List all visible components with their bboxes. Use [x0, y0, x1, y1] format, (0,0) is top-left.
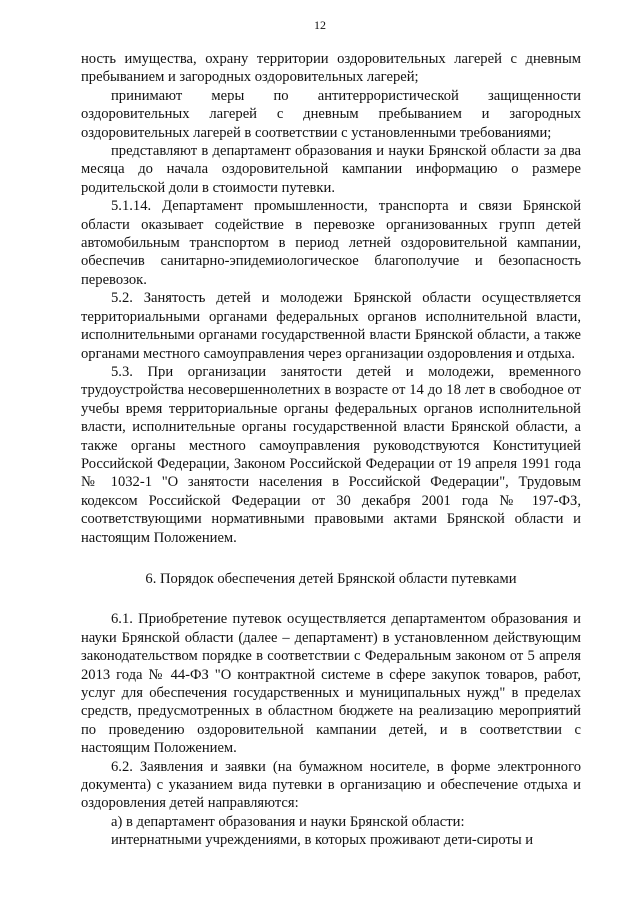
paragraph: представляют в департамент образования и науки Брянской области за два месяца до начала оздоровительной кампании информацию о размере родительской доли в стоимости путевки.: [81, 143, 581, 196]
paragraph: 6.2. Заявления и заявки (на бумажном носителе, в форме электронного документа) с указанием вида путевки в организацию и обеспечение отдыха и оздоровления детей направляются:: [81, 758, 581, 812]
paragraph: 5.2. Занятость детей и молодежи Брянской области осуществляется территориальными органами федеральных органов исполнительной власти, исполнительными органами государственной власти Брянской области, а также органами местного самоуправления через организации оздоровления и отдыха.: [81, 290, 581, 362]
paragraph: интернатными учреждениями, в которых проживают дети-сироты и: [111, 832, 534, 849]
paragraph: 6.1. Приобретение путевок осуществляется департаментом образования и науки Брянской области (далее – департамент) в установленном действующим законодательством порядке в соответствии с Федеральным законом от 5 апреля 2013 года № 44-ФЗ "О контрактной системе в сфере закупок товаров, работ, услуг для обеспечения государственных и муниципальных нужд" в пределах средств, предусмотренных в областном бюджете на реализацию мероприятий по проведению оздоровительной кампании детей, и в соответствии с настоящим Положением.: [81, 611, 581, 757]
section-heading: 6. Порядок обеспечения детей Брянской области путевками: [145, 570, 517, 587]
paragraph: а) в департамент образования и науки Брянской области:: [111, 813, 465, 830]
paragraph: 5.1.14. Департамент промышленности, транспорта и связи Брянской области оказывает содействие в перевозке организованных групп детей автомобильным транспортом в период летней оздоровительной кампании, обеспечив санитарно-эпидемиологическое благополучие и безопасность перевозок.: [81, 198, 581, 288]
page-number: 12: [314, 18, 326, 32]
document-body: [81, 50, 581, 850]
paragraph: принимают меры по антитеррористической защищенности оздоровительных лагерей с дневным пребыванием и загородных оздоровительных лагерей в соответствии с установленными требованиями;: [81, 87, 581, 141]
paragraph: 5.3. При организации занятости детей и молодежи, временного трудоустройства несовершеннолетних в возрасте от 14 до 18 лет в свободное от учебы время территориальные органы федеральных органов исполнительной власти, исполнительные органы государственной власти Брянской области, а также органы местного самоуправления руководствуются Конституцией Российской Федерации, Законом Российской Федерации от 19 апреля 1991 года № 1032-1 "О занятости населения в Российской Федерации", Трудовым кодексом Российской Федерации от 30 декабря 2001 года № 197-ФЗ, соответствующими нормативными правовыми актами Брянской области и настоящим Положением.: [81, 363, 581, 546]
paragraph: ность имущества, охрану территории оздоровительных лагерей с дневным пребыванием и загородных оздоровительных лагерей;: [81, 51, 581, 86]
